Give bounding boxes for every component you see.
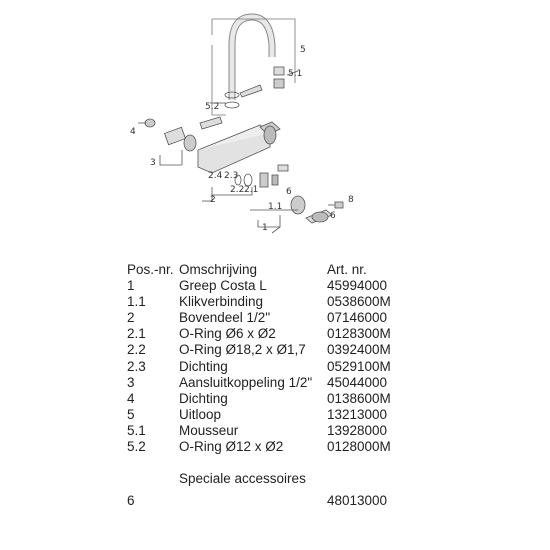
row-pos: 6 bbox=[127, 493, 135, 509]
row-desc: Aansluitkoppeling 1/2" bbox=[179, 374, 313, 390]
row-art: 45994000 bbox=[327, 278, 388, 294]
callout-5-2: 5.2 bbox=[205, 102, 220, 112]
callout-1: 1 bbox=[262, 223, 268, 233]
row-pos: 2.3 bbox=[127, 358, 146, 374]
row-pos: 5 bbox=[127, 406, 135, 422]
callout-6-b: 6 bbox=[330, 211, 336, 221]
row-pos: 2.2 bbox=[127, 342, 146, 358]
callout-2-3: 2.3 bbox=[224, 171, 239, 181]
row-desc: Dichting bbox=[179, 358, 228, 374]
row-pos: 1.1 bbox=[127, 294, 146, 310]
exploded-parts-diagram bbox=[120, 5, 360, 250]
callout-5: 5 bbox=[300, 45, 306, 55]
row-desc: Klikverbinding bbox=[179, 294, 264, 310]
row-art: 13213000 bbox=[327, 406, 388, 422]
row-pos: 3 bbox=[127, 374, 135, 390]
callout-5-1: 5.1 bbox=[288, 69, 303, 79]
row-pos: 5.2 bbox=[127, 439, 146, 455]
header-art: Art. nr. bbox=[327, 262, 367, 277]
callout-2-1: 2.1 bbox=[244, 185, 259, 195]
callout-8: 8 bbox=[348, 195, 354, 205]
row-pos: 2.1 bbox=[127, 326, 146, 342]
row-desc: O-Ring Ø18,2 x Ø1,7 bbox=[179, 342, 306, 358]
header-pos: Pos.-nr. bbox=[127, 262, 174, 277]
header-desc: Omschrijving bbox=[179, 262, 258, 277]
row-pos: 4 bbox=[127, 390, 135, 406]
callout-2: 2 bbox=[210, 195, 216, 205]
row-pos: 2 bbox=[127, 310, 135, 326]
row-art: 45044000 bbox=[327, 374, 388, 390]
row-art: 0529100M bbox=[327, 358, 391, 374]
parts-drawing bbox=[120, 5, 360, 250]
callout-2-4: 2.4 bbox=[208, 171, 223, 181]
callout-4: 4 bbox=[130, 127, 136, 137]
row-desc: Bovendeel 1/2" bbox=[179, 310, 271, 326]
row-art: 0128300M bbox=[327, 326, 391, 342]
row-desc: Mousseur bbox=[179, 422, 239, 438]
row-desc: O-Ring Ø12 x Ø2 bbox=[179, 439, 284, 455]
callout-2-2: 2.2 bbox=[230, 185, 245, 195]
row-art: 0538600M bbox=[327, 294, 391, 310]
row-desc: Greep Costa L bbox=[179, 278, 267, 294]
row-art: 13928000 bbox=[327, 422, 388, 438]
callout-6-a: 6 bbox=[286, 187, 292, 197]
row-art: 0128000M bbox=[327, 439, 391, 455]
row-art: 0392400M bbox=[327, 342, 391, 358]
row-pos: 1 bbox=[127, 278, 135, 294]
row-pos: 5.1 bbox=[127, 422, 146, 438]
callout-1-1: 1.1 bbox=[268, 202, 283, 212]
row-desc: O-Ring Ø6 x Ø2 bbox=[179, 326, 276, 342]
row-art: 07146000 bbox=[327, 310, 388, 326]
row-art: 48013000 bbox=[327, 493, 388, 509]
row-desc: Dichting bbox=[179, 390, 228, 406]
accessories-title: Speciale accessoires bbox=[179, 471, 306, 487]
row-desc: Uitloop bbox=[179, 406, 222, 422]
row-art: 0138600M bbox=[327, 390, 391, 406]
callout-3: 3 bbox=[150, 158, 156, 168]
